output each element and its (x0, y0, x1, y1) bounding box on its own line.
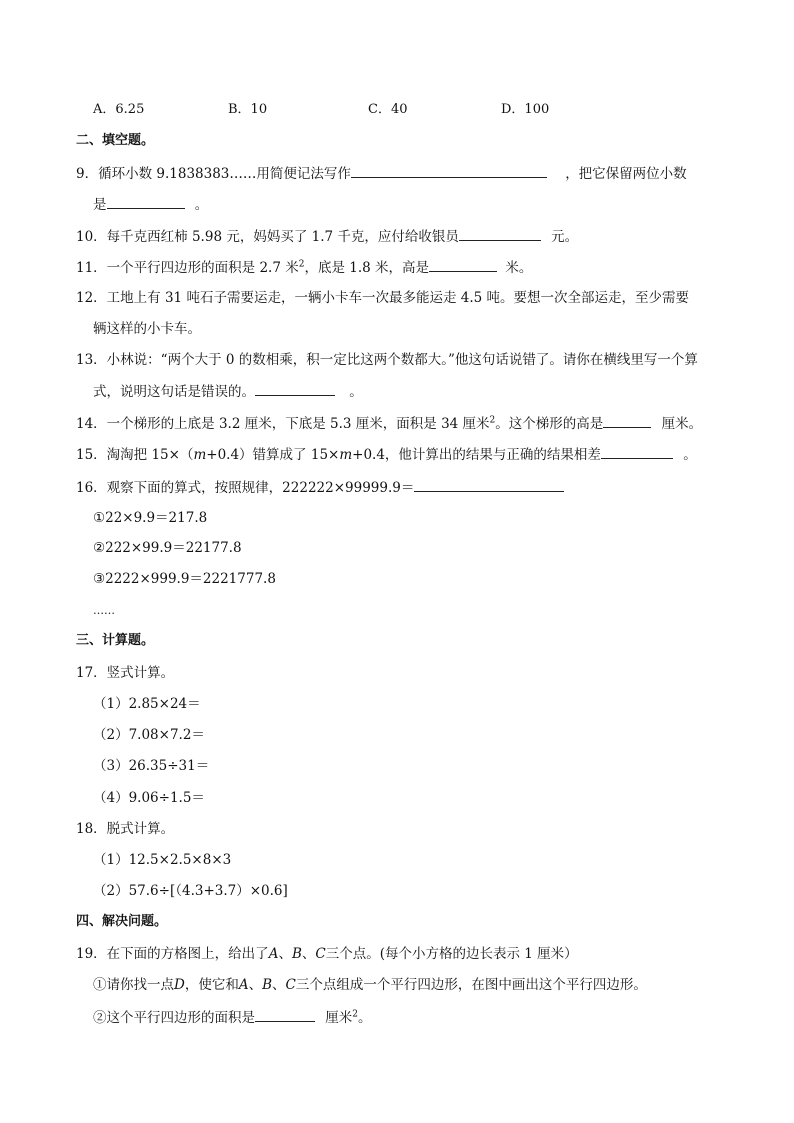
question-13-line2 (93, 381, 363, 402)
question-9-line2 (93, 194, 208, 215)
q14-text-b: 。这个梯形的高是 (495, 416, 604, 432)
q11-text-a: 11．一个平行四边形的面积是 2.7 米 (76, 260, 299, 276)
question-11 (76, 257, 532, 278)
q17-item-3: （3）26.35÷31＝ (93, 758, 210, 774)
option-c: C．40 (368, 102, 408, 117)
q16-item-2: ②222×99.9＝22177.8 (93, 540, 242, 556)
option-b: B．10 (228, 102, 268, 117)
question-15 (76, 444, 697, 465)
q19-sep-1: 、 (278, 946, 292, 962)
q9-blank-2[interactable] (107, 194, 185, 209)
q19-sub-1 (93, 975, 647, 995)
question-9-line1 (76, 163, 687, 184)
option-d: D．100 (501, 102, 550, 117)
q11-superscript: 2 (298, 259, 305, 270)
q9-text-c: 是 (93, 197, 107, 213)
q18-item-2: （2）57.6÷[（4.3+3.7）×0.6] (93, 883, 288, 899)
section-solve-heading: 四、解决问题。 (76, 914, 168, 929)
q16-text-a: 16．观察下面的算式，按照规律，222222×99999.9＝ (76, 480, 415, 496)
q11-text-c: 米。 (505, 260, 533, 276)
q14-superscript: 2 (489, 415, 496, 426)
q19-sub-2 (93, 1007, 372, 1028)
q15-text-c: +0.4，他计算出的结果与正确的结果相差 (352, 447, 601, 463)
q19-s1-point-c: C (285, 977, 296, 993)
q17-item-2: （2）7.08×7.2＝ (93, 727, 205, 743)
q15-blank[interactable] (601, 444, 673, 459)
question-18-title: 18．脱式计算。 (76, 821, 175, 837)
q14-text-a: 14．一个梯形的上底是 3.2 厘米，下底是 5.3 厘米，面积是 34 厘米 (76, 416, 490, 432)
q19-s1-sep-2: 、 (272, 977, 286, 993)
question-13-line1: 13．小林说：“两个大于 0 的数相乘，积一定比这两个数都大。”他这句话说错了。请你在横线里写一个算 (76, 352, 698, 368)
q19-s1-point-d: D (174, 977, 185, 993)
q10-blank[interactable] (459, 226, 541, 241)
q17-item-1: （1）2.85×24＝ (93, 696, 201, 712)
q16-item-1: ①22×9.9＝217.8 (93, 510, 208, 526)
q16-blank[interactable] (414, 477, 564, 492)
q9-text-d: 。 (194, 197, 209, 213)
q16-ellipsis: …… (93, 604, 115, 617)
q11-blank[interactable] (429, 257, 497, 272)
section-calc-heading: 三、计算题。 (76, 633, 155, 648)
q19-point-c: C (315, 946, 326, 962)
q14-blank[interactable] (603, 413, 651, 428)
q11-text-b: ，底是 1.8 米，高是 (304, 260, 430, 276)
q19-blank[interactable] (255, 1007, 315, 1022)
q19-point-b: B (291, 946, 302, 962)
q19-s1-text-b: ，使它和 (184, 977, 239, 993)
q9-text-b: ，把它保留两位小数 (565, 166, 687, 182)
q14-text-c: 厘米。 (661, 416, 703, 432)
q13-text-c: 。 (349, 384, 363, 400)
question-19 (76, 944, 578, 964)
q19-s1-point-b: B (262, 977, 272, 993)
q10-text-b: 元。 (551, 229, 579, 245)
q10-text-a: 10．每千克西红柿 5.98 元，妈妈买了 1.7 千克，应付给收银员 (76, 229, 459, 245)
q15-var-m1: m (193, 447, 207, 463)
question-10 (76, 226, 578, 247)
q19-sep-2: 、 (301, 946, 316, 962)
q17-item-4: （4）9.06÷1.5＝ (93, 790, 205, 806)
q19-text-a: 19．在下面的方格图上，给出了 (76, 946, 269, 962)
q19-s1-point-a: A (238, 977, 249, 993)
question-12-line2: 辆这样的小卡车。 (93, 321, 201, 337)
q15-text-d: 。 (683, 447, 697, 463)
question-12-line1: 12．工地上有 31 吨石子需要运走，一辆小卡车一次最多能运走 4.5 吨。要想一次全部运走，至少需要 (76, 290, 689, 306)
q16-item-3: ③2222×999.9＝2221777.8 (93, 571, 276, 587)
question-17-title: 17．竖式计算。 (76, 665, 175, 681)
q9-blank-1[interactable] (351, 163, 547, 178)
q18-item-1: （1）12.5×2.5×8×3 (93, 852, 232, 868)
question-16 (76, 477, 564, 498)
q19-s1-text-a: ①请你找一点 (93, 977, 174, 993)
q13-blank[interactable] (255, 381, 335, 396)
q19-text-b: 三个点。(每个小方格的边长表示 1 厘米） (325, 946, 578, 962)
section-fill-heading: 二、填空题。 (76, 133, 155, 148)
q19-point-a: A (268, 946, 279, 962)
q19-s2-text-b: 厘米 (325, 1010, 353, 1026)
q19-s1-sep-1: 、 (248, 977, 263, 993)
q19-s2-text-a: ②这个平行四边形的面积是 (93, 1010, 255, 1026)
q19-superscript: 2 (352, 1009, 359, 1020)
q19-s2-text-c: 。 (358, 1010, 372, 1026)
q15-text-b: +0.4）错算成了 15× (206, 447, 340, 463)
q15-var-m2: m (339, 447, 353, 463)
q15-text-a: 15．淘淘把 15×（ (76, 447, 194, 463)
q19-s1-text-c: 三个点组成一个平行四边形，在图中画出这个平行四边形。 (295, 977, 647, 993)
q9-text-a: 9．循环小数 9.1838383……用简便记法写作 (76, 166, 351, 182)
q13-text-b: 式，说明这句话是错误的。 (93, 384, 255, 400)
option-a: A．6.25 (93, 102, 145, 117)
question-14 (76, 413, 702, 434)
